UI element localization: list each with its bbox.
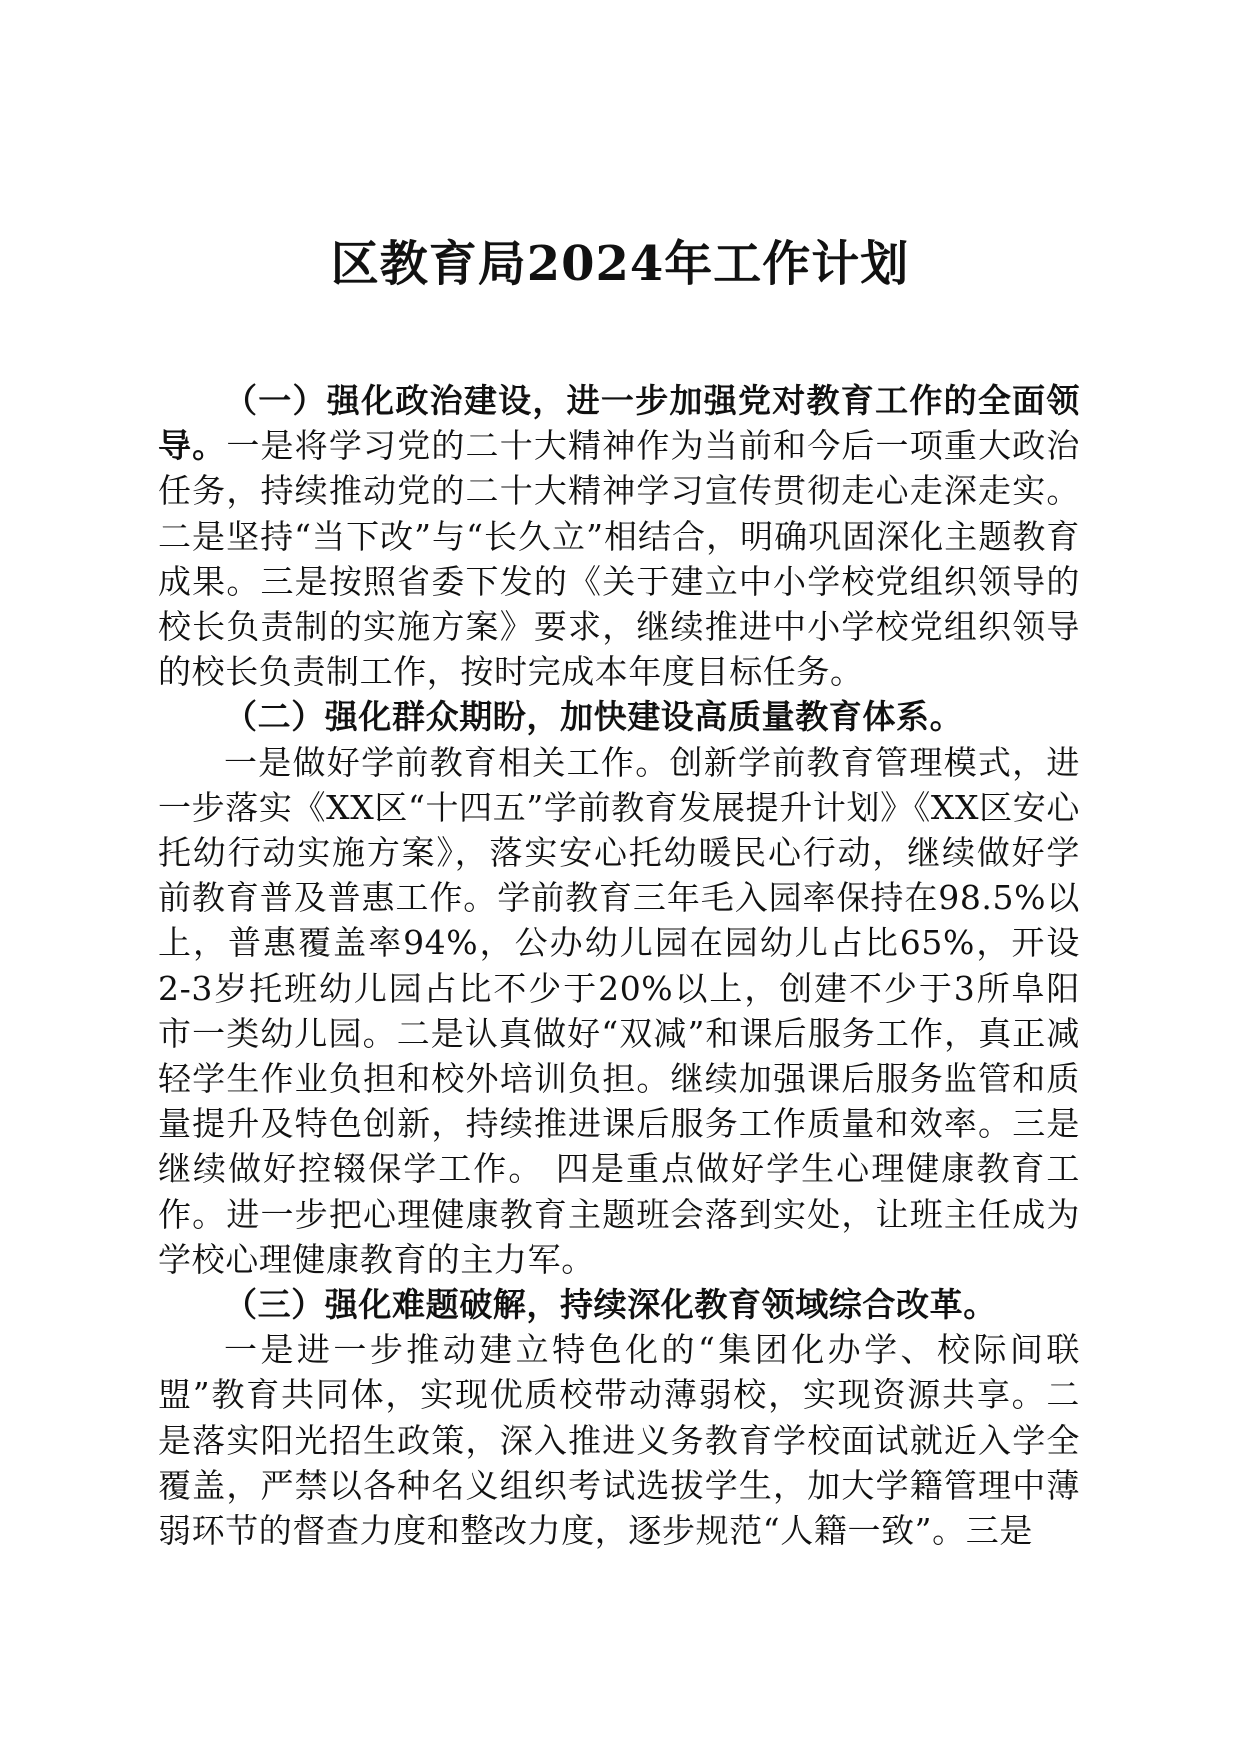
section-2-body: 一是做好学前教育相关工作。创新学前教育管理模式，进一步落实《XX区“十四五”学前教育发展提升计划》《XX区安心托幼行动实施方案》，落实安心托幼暖民心行动，继续做好学前教育普及普惠工作。学前教育三年毛入园率保持在98.5%以上，普惠覆盖率94%，公办幼儿园在园幼儿占比65%，开设2-3岁托班幼儿园占比不少于20%以上，创建不少于3所阜阳市一类幼儿园。二是认真做好“双减”和课后服务工作，真正减轻学生作业负担和校外培训负担。继续加强课后服务监管和质量提升及特色创新，持续推进课后服务工作质量和效率。三是继续做好控辍保学工作。 四是重点做好学生心理健康教育工作。进一步把心理健康教育主题班会落到实处，让班主任成为学校心理健康教育的主力军。 [158, 742, 1080, 1279]
section-1-heading: （一）强化政治建设，进一步加强党对教育工作的全面领导。 [158, 381, 1080, 466]
document-title: 区教育局2024年工作计划 [330, 236, 910, 292]
section-1-body: 一是将学习党的二十大精神作为当前和今后一项重大政治任务，持续推动党的二十大精神学习宣传贯彻走心走深走实。二是坚持“当下改”与“长久立”相结合，明确巩固深化主题教育成果。三是按照省委下发的《关于建立中小学校党组织领导的校长负责制的实施方案》要求，继续推进中小学校党组织领导的校长负责制工作，按时完成本年度目标任务。 [158, 426, 1081, 692]
section-3-body: 一是进一步推动建立特色化的“集团化办学、校际间联盟”教育共同体，实现优质校带动薄弱校，实现资源共享。二是落实阳光招生政策，深入推进义务教育学校面试就近入学全覆盖，严禁以各种名义组织考试选拔学生，加大学籍管理中薄弱环节的督查力度和整改力度，逐步规范“人籍一致”。三是 [158, 1330, 1080, 1551]
section-3-heading: （三）强化难题破解，持续深化教育领域综合改革。 [224, 1285, 997, 1325]
section-1-paragraph [158, 378, 1080, 694]
section-2-heading: （二）强化群众期盼，加快建设高质量教育体系。 [224, 697, 964, 737]
document-body [158, 378, 1080, 1553]
